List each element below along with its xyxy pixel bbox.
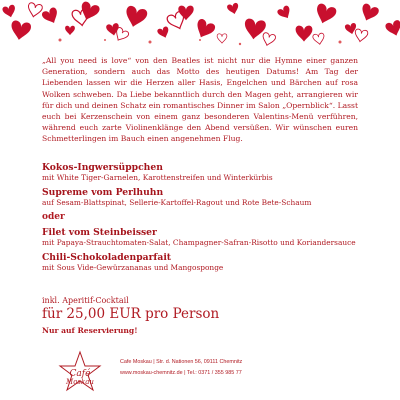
course-description: mit Papaya-Strauchtomaten-Salat, Champagner-Safran-Risotto und Koriandersauce xyxy=(42,238,356,247)
intro-text: „All you need is love“ von den Beatles ist nicht nur die Hymne einer ganzen Generation, sondern auch das Motto des heutigen Datums! Am Tag der Liebenden lassen wir die Herzen aller Hasis, Engelchen und Bärchen auf rosa Wolken schweben. Da Liebe bekanntlich durch den Magen geht, arrangieren wir für dich und deinen Schatz ein romantisches Dinner im Salon „Opernblick“. Lasst euch bei Kerzenschein von einem ganz besonderen Valentins-Menü verführen, während euch zarte Violinenklänge den Abend versüßen. Wir wünschen euren Schmetterlingen im Bauch einen angenehmen Flug. xyxy=(42,56,358,144)
footer-contact xyxy=(120,357,242,379)
course-description: mit Sous Vide-Gewürzananas und Mangosponge xyxy=(42,263,224,272)
menu-list xyxy=(42,162,362,277)
svg-text:Café: Café xyxy=(69,369,91,379)
course-description: auf Sesam-Blattspinat, Sellerie-Kartoffel-Ragout und Rote Bete-Schaum xyxy=(42,198,312,207)
menu-separator: oder xyxy=(42,212,65,222)
course-description: mit White Tiger-Garnelen, Karottenstreifen und Winterkürbis xyxy=(42,173,273,182)
price-intro: inkl. Aperitif-Cocktail xyxy=(42,296,129,305)
course-title: Kokos-Ingwersüppchen xyxy=(42,162,163,173)
course-title: Supreme vom Perlhuhn xyxy=(42,187,164,198)
reservation-note: Nur auf Reservierung! xyxy=(42,326,138,335)
footer-address: Cafe Moskau | Str. d. Nationen 56, 09111 Chemnitz xyxy=(120,359,243,365)
hearts-decoration xyxy=(0,0,400,48)
course-title: Filet vom Steinbeisser xyxy=(42,227,157,238)
course-title: Chili-Schokoladenparfait xyxy=(42,252,172,263)
star-logo-icon xyxy=(52,350,108,394)
price-amount: für 25,00 EUR pro Person xyxy=(42,306,220,322)
svg-text:Moskau: Moskau xyxy=(66,378,94,386)
footer-contact-line: www.moskau-chemnitz.de | Tel.: 0371 / 355 985 77 xyxy=(120,370,242,376)
